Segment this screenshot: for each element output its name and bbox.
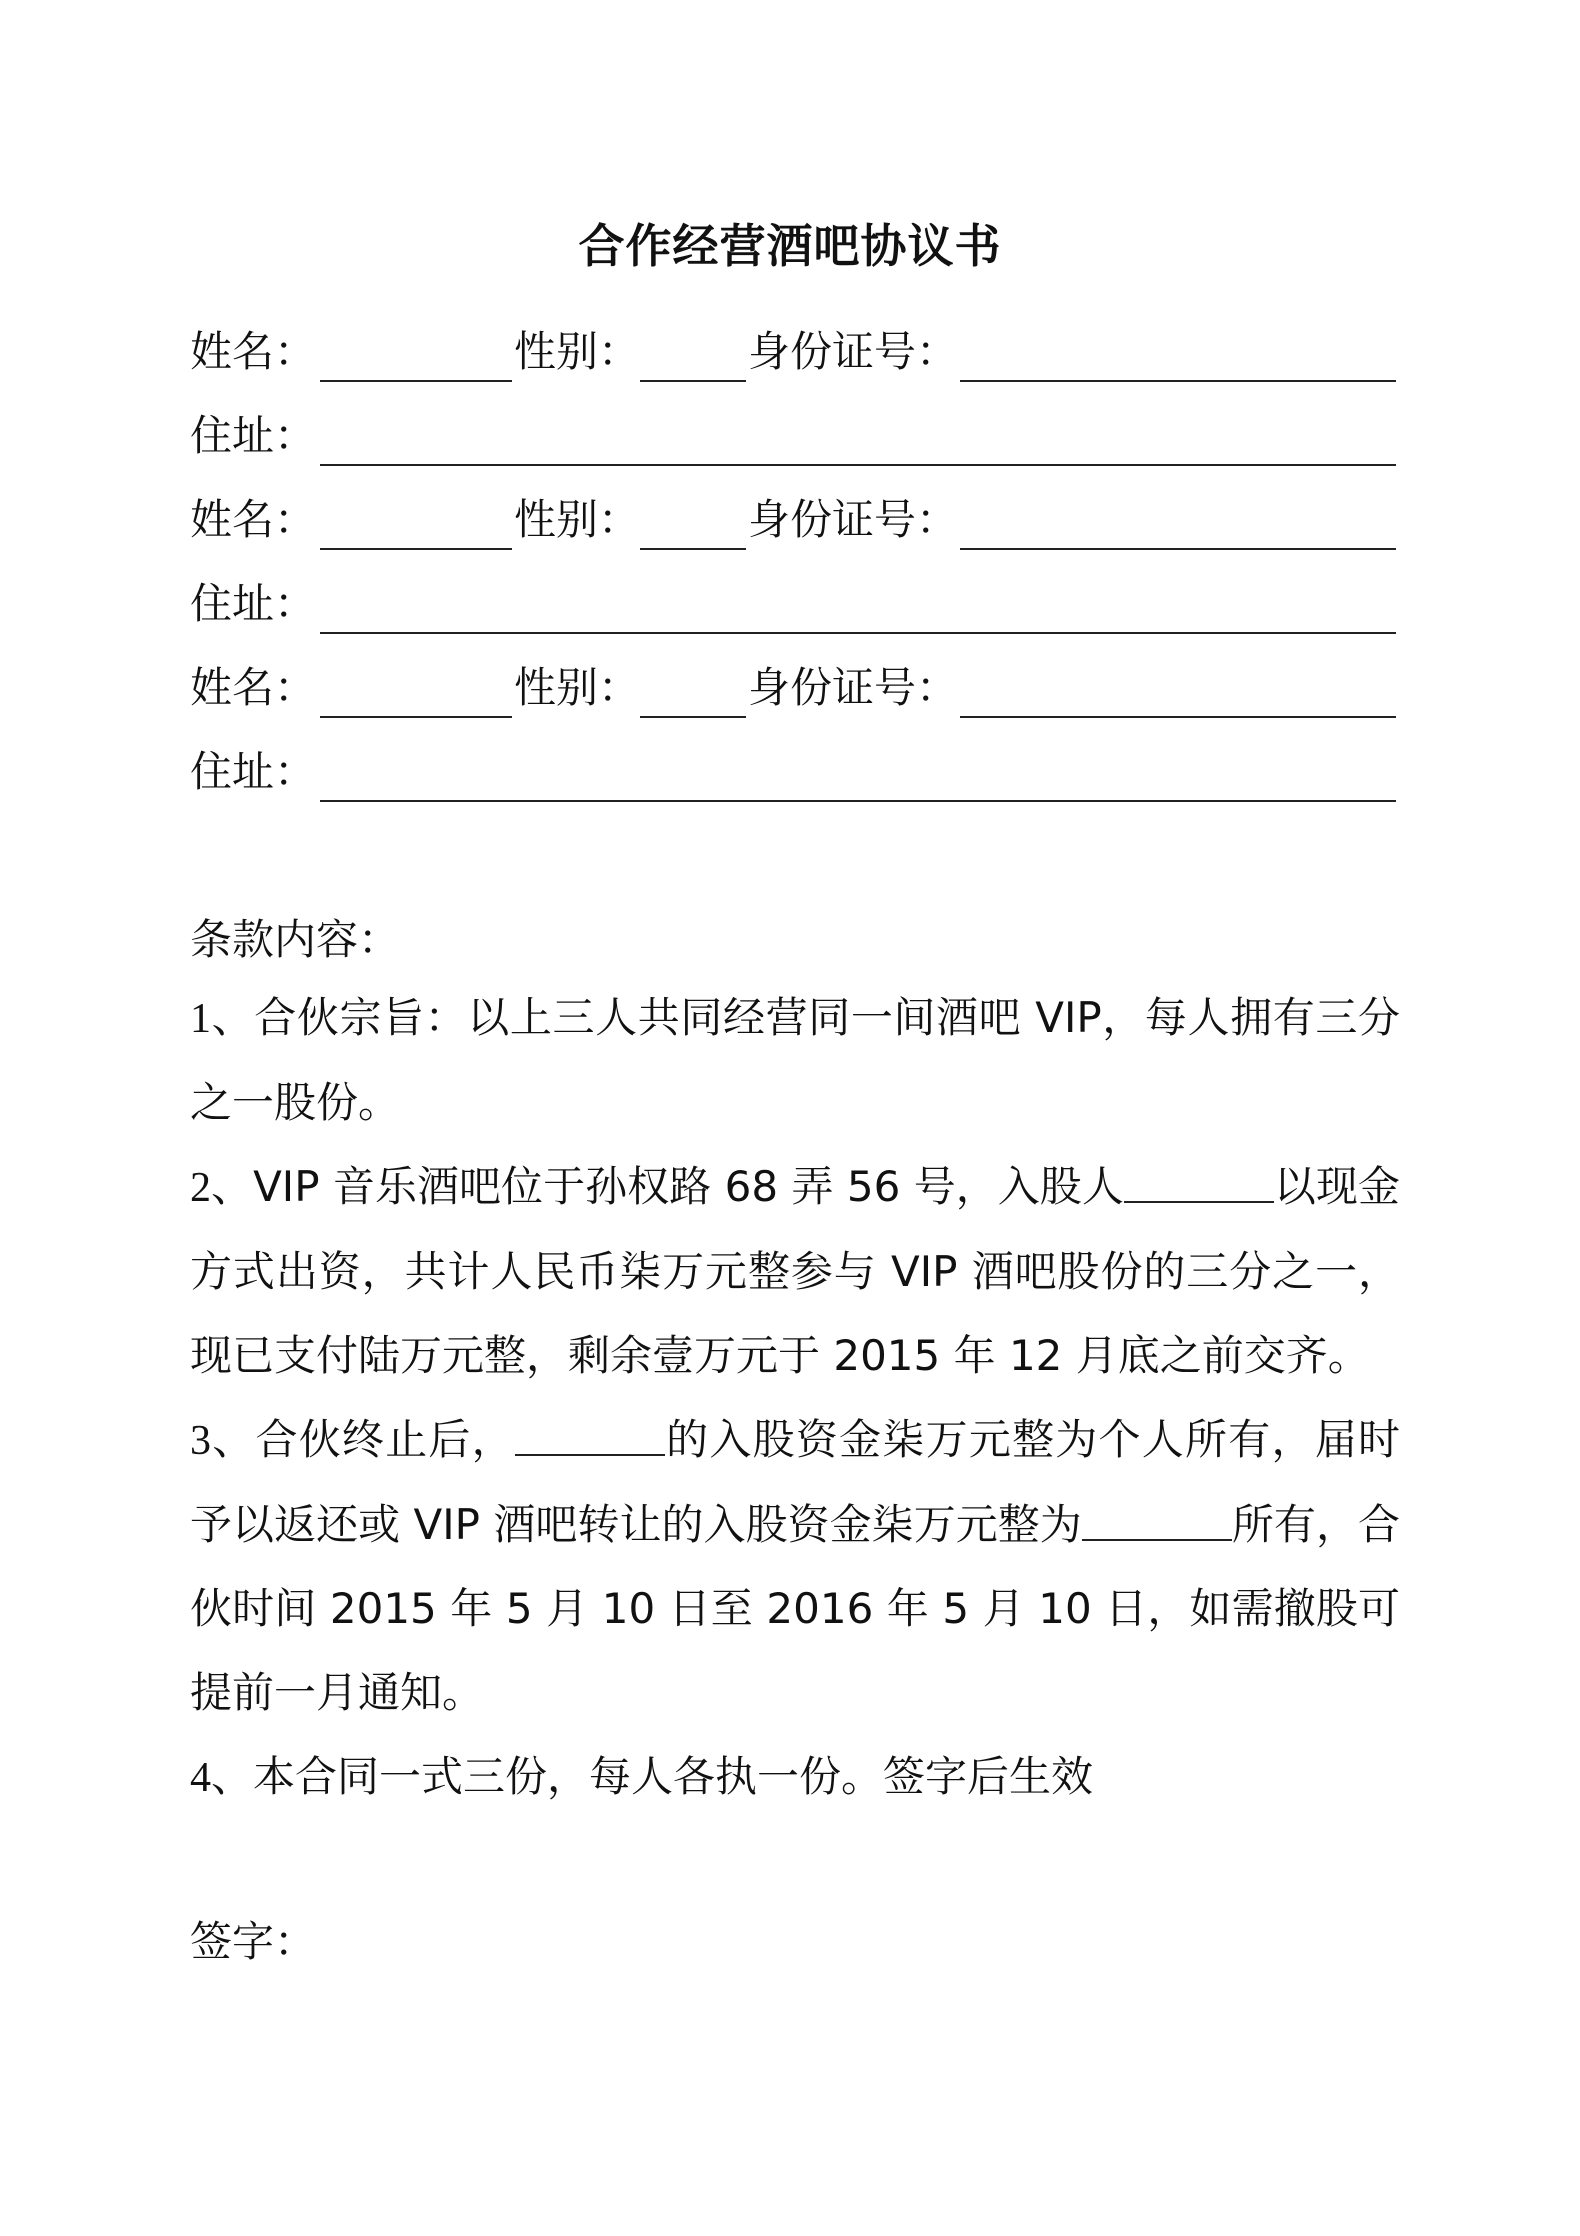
party-1-address-row bbox=[190, 406, 1400, 466]
clause-text: 、合伙宗旨：以上三人共同经营同一间酒吧 VIP，每人拥有三分之一股份。 bbox=[190, 993, 1400, 1127]
clause-4 bbox=[190, 1735, 1400, 1820]
gender-blank[interactable] bbox=[640, 716, 746, 718]
clause-number: 4 bbox=[190, 1755, 211, 1801]
clause-number: 2 bbox=[190, 1165, 211, 1211]
name-label: 姓名： bbox=[190, 327, 317, 376]
clause-text: 、合伙终止后， bbox=[211, 1415, 515, 1464]
name-label: 姓名： bbox=[190, 495, 317, 544]
id-blank[interactable] bbox=[960, 716, 1396, 718]
clause-3 bbox=[190, 1398, 1400, 1735]
name-blank[interactable] bbox=[320, 548, 512, 550]
name-blank[interactable] bbox=[320, 716, 512, 718]
party-2-address-row bbox=[190, 574, 1400, 634]
clause-text: 、VIP 音乐酒吧位于孙权路 68 弄 56 号，入股人 bbox=[211, 1162, 1124, 1211]
clause-number: 3 bbox=[190, 1418, 211, 1464]
name-label: 姓名： bbox=[190, 663, 317, 712]
investor-blank[interactable] bbox=[1124, 1155, 1274, 1203]
signature-label: 签字： bbox=[190, 1917, 317, 1966]
id-blank[interactable] bbox=[960, 548, 1396, 550]
address-label: 住址： bbox=[190, 411, 317, 460]
gender-blank[interactable] bbox=[640, 380, 746, 382]
gender-blank[interactable] bbox=[640, 548, 746, 550]
id-label: 身份证号： bbox=[748, 327, 959, 376]
gender-label: 性别： bbox=[514, 663, 641, 712]
clause-text: 、本合同一式三份，每人各执一份。签字后生效 bbox=[211, 1752, 1094, 1801]
clause-2 bbox=[190, 1145, 1400, 1398]
recipient-blank[interactable] bbox=[1082, 1493, 1232, 1541]
address-blank[interactable] bbox=[320, 464, 1396, 466]
clause-1 bbox=[190, 976, 1400, 1145]
clause-text: 以现金方式出资，共计人民币柒万元整参与 VIP 酒吧股份的三分之一，现已支付陆万元整，剩余壹万元于 2015 年 12 月底之前交齐。 bbox=[190, 1162, 1400, 1380]
name-blank[interactable] bbox=[320, 380, 512, 382]
clause-number: 1 bbox=[190, 996, 211, 1042]
id-label: 身份证号： bbox=[748, 495, 959, 544]
clause-text: 的入股资金柒万元整为个人所有，届时予以返还或 VIP 酒吧转让的入股资金柒万元整为 bbox=[190, 1415, 1400, 1549]
gender-label: 性别： bbox=[514, 327, 641, 376]
clause-text: 所有，合伙时间 2015 年 5 月 10 日至 2016 年 5 月 10 日，如需撤股可提前一月通知。 bbox=[190, 1500, 1400, 1717]
owner-blank[interactable] bbox=[515, 1408, 665, 1456]
party-3-address-row bbox=[190, 742, 1400, 802]
party-3-row bbox=[190, 658, 1400, 718]
address-blank[interactable] bbox=[320, 800, 1396, 802]
clauses-body bbox=[190, 976, 1400, 1820]
id-blank[interactable] bbox=[960, 380, 1396, 382]
gender-label: 性别： bbox=[514, 495, 641, 544]
address-blank[interactable] bbox=[320, 632, 1396, 634]
clauses-heading: 条款内容： bbox=[190, 915, 401, 964]
id-label: 身份证号： bbox=[748, 663, 959, 712]
party-1-row bbox=[190, 322, 1400, 382]
party-2-row bbox=[190, 490, 1400, 550]
document-title: 合作经营酒吧协议书 bbox=[578, 219, 1002, 273]
address-label: 住址： bbox=[190, 579, 317, 628]
address-label: 住址： bbox=[190, 747, 317, 796]
